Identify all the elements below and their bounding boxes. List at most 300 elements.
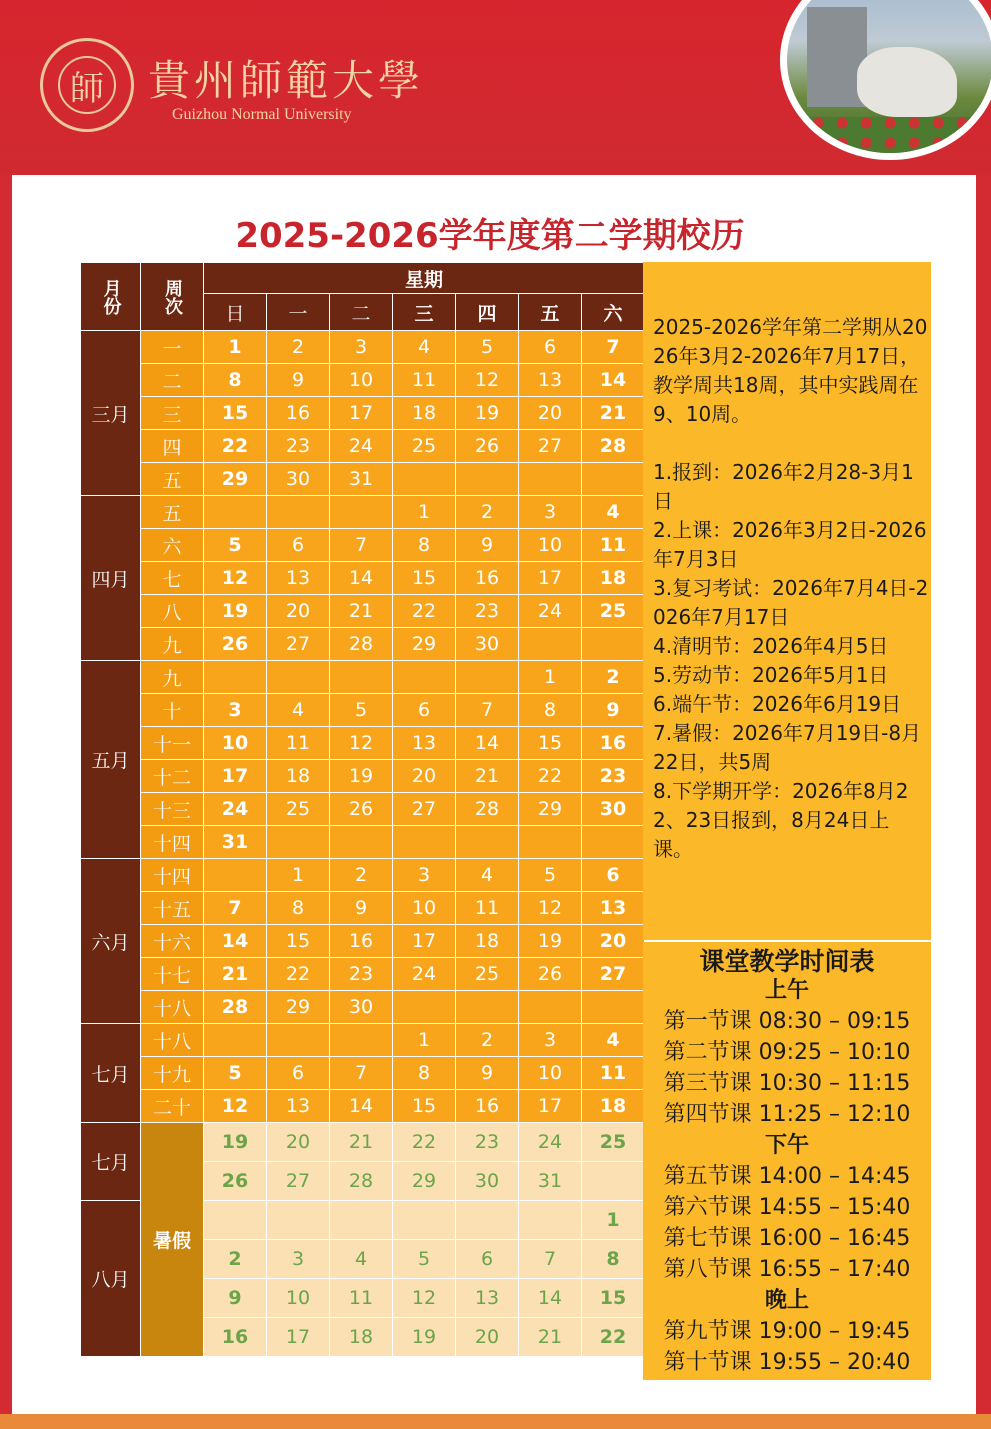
date-cell (519, 826, 582, 859)
schedule-period (643, 1161, 931, 1192)
semester-notes: 2025-2026学年第二学期从2026年3月2-2026年7月17日，教学周共18周，其中实践周在9、10周。 1.报到：2026年2月28-3月1日 2.上课：2026年3月2日-2026年7月3日 3.复习考试：2026年7月4日-2026年7月17日 4.清明节：2026年4月5日 5.劳动节：2026年5月1日 6.端午节：2026年6月19日 7.暑假：2026年7月19日-8月22日，共5周 8.下学期开学：2026年8月22、23日报到，8月24日上课。 (653, 315, 929, 861)
table-row (81, 892, 645, 925)
period-label: 第八节课 (663, 1257, 759, 1282)
date-cell: 19 (330, 760, 393, 793)
logo-char: 師 (70, 68, 104, 109)
date-cell: 11 (582, 1057, 645, 1090)
date-cell (582, 628, 645, 661)
schedule-period (643, 1254, 931, 1285)
table-row (81, 562, 645, 595)
date-cell (582, 826, 645, 859)
date-cell: 15 (393, 1090, 456, 1123)
date-cell: 2 (582, 661, 645, 694)
date-cell: 27 (393, 793, 456, 826)
weekday-group-header: 星期 (204, 263, 645, 294)
date-cell: 18 (456, 925, 519, 958)
date-cell: 9 (456, 1057, 519, 1090)
vacation-date-cell (267, 1201, 330, 1240)
vacation-date-cell (393, 1201, 456, 1240)
schedule-period (643, 1316, 931, 1347)
table-row (81, 364, 645, 397)
date-cell: 20 (582, 925, 645, 958)
date-cell: 11 (456, 892, 519, 925)
table-row (81, 1024, 645, 1057)
schedule-section-label: 下午 (764, 1133, 809, 1158)
period-label: 第四节课 (663, 1102, 759, 1127)
date-cell: 12 (204, 1090, 267, 1123)
period-time: 16:55 – 17:40 (758, 1257, 911, 1282)
date-cell: 6 (267, 529, 330, 562)
date-cell: 13 (519, 364, 582, 397)
date-cell: 14 (330, 1090, 393, 1123)
period-label: 第五节课 (663, 1164, 759, 1189)
date-cell (267, 826, 330, 859)
vacation-date-cell: 20 (267, 1123, 330, 1162)
date-cell: 22 (393, 595, 456, 628)
date-cell: 8 (267, 892, 330, 925)
weekday-header: 三 (393, 294, 456, 331)
date-cell: 12 (456, 364, 519, 397)
week-number: 十四 (141, 859, 204, 892)
date-cell (204, 496, 267, 529)
date-cell: 12 (330, 727, 393, 760)
date-cell: 30 (582, 793, 645, 826)
date-cell: 2 (330, 859, 393, 892)
date-cell: 4 (393, 331, 456, 364)
date-cell: 26 (204, 628, 267, 661)
vacation-date-cell: 18 (330, 1318, 393, 1357)
date-cell: 4 (582, 496, 645, 529)
date-cell (267, 496, 330, 529)
date-cell: 9 (330, 892, 393, 925)
week-number: 五 (141, 463, 204, 496)
week-number: 四 (141, 430, 204, 463)
date-cell: 20 (519, 397, 582, 430)
date-cell: 2 (456, 496, 519, 529)
week-number: 三 (141, 397, 204, 430)
vacation-date-cell: 25 (582, 1123, 645, 1162)
vacation-date-cell: 13 (456, 1279, 519, 1318)
vacation-row (81, 1123, 645, 1162)
vacation-date-cell: 21 (519, 1318, 582, 1357)
date-cell: 22 (267, 958, 330, 991)
page-title: 2025-2026学年度第二学期校历 (235, 216, 745, 256)
week-number: 十六 (141, 925, 204, 958)
date-cell: 4 (456, 859, 519, 892)
date-cell: 10 (519, 529, 582, 562)
period-label: 第三节课 (663, 1071, 759, 1096)
vacation-date-cell: 24 (519, 1123, 582, 1162)
table-row (81, 826, 645, 859)
period-time: 09:25 – 10:10 (758, 1040, 911, 1065)
date-cell: 13 (582, 892, 645, 925)
week-number: 二十 (141, 1090, 204, 1123)
calendar-table (80, 262, 645, 1357)
date-cell: 30 (267, 463, 330, 496)
date-cell: 26 (330, 793, 393, 826)
date-cell: 25 (267, 793, 330, 826)
vacation-date-cell: 11 (330, 1279, 393, 1318)
date-cell: 8 (393, 529, 456, 562)
weekday-header: 日 (204, 294, 267, 331)
university-name-en: Guizhou Normal University (172, 106, 352, 123)
table-row (81, 430, 645, 463)
vacation-date-cell: 3 (267, 1240, 330, 1279)
date-cell: 18 (267, 760, 330, 793)
date-cell: 3 (393, 859, 456, 892)
date-cell: 15 (267, 925, 330, 958)
date-cell: 7 (582, 331, 645, 364)
date-cell (267, 1024, 330, 1057)
date-cell: 30 (330, 991, 393, 1024)
date-cell: 16 (456, 1090, 519, 1123)
university-logo (40, 38, 134, 132)
date-cell: 24 (330, 430, 393, 463)
vacation-date-cell: 19 (204, 1123, 267, 1162)
date-cell: 23 (267, 430, 330, 463)
period-time: 16:00 – 16:45 (758, 1226, 911, 1251)
schedule-section-label: 上午 (764, 978, 809, 1003)
date-cell: 3 (330, 331, 393, 364)
period-time: 19:55 – 20:40 (758, 1350, 911, 1375)
date-cell: 13 (393, 727, 456, 760)
date-cell (456, 463, 519, 496)
schedule-title: 课堂教学时间表 (699, 947, 875, 976)
schedule-period (643, 1192, 931, 1223)
week-number: 五 (141, 496, 204, 529)
date-cell: 18 (582, 562, 645, 595)
table-row (81, 727, 645, 760)
period-time: 19:00 – 19:45 (758, 1319, 911, 1344)
vacation-date-cell: 22 (582, 1318, 645, 1357)
date-cell: 14 (204, 925, 267, 958)
date-cell: 17 (330, 397, 393, 430)
vacation-date-cell: 30 (456, 1162, 519, 1201)
vacation-date-cell: 14 (519, 1279, 582, 1318)
weekday-header: 一 (267, 294, 330, 331)
date-cell: 19 (519, 925, 582, 958)
schedule-period (643, 1099, 931, 1130)
date-cell: 28 (330, 628, 393, 661)
date-cell (456, 826, 519, 859)
date-cell: 3 (519, 1024, 582, 1057)
week-number: 八 (141, 595, 204, 628)
vacation-date-cell: 6 (456, 1240, 519, 1279)
date-cell (519, 463, 582, 496)
date-cell (204, 859, 267, 892)
weekday-header: 二 (330, 294, 393, 331)
date-cell: 22 (204, 430, 267, 463)
date-cell: 25 (456, 958, 519, 991)
date-cell (393, 661, 456, 694)
date-cell: 6 (519, 331, 582, 364)
date-cell: 22 (519, 760, 582, 793)
vacation-date-cell: 10 (267, 1279, 330, 1318)
date-cell: 27 (582, 958, 645, 991)
table-row (81, 628, 645, 661)
month-header: 月份 (81, 263, 141, 331)
table-row (81, 1057, 645, 1090)
vacation-date-cell: 22 (393, 1123, 456, 1162)
date-cell: 5 (456, 331, 519, 364)
month-label: 四月 (81, 496, 141, 661)
month-label: 六月 (81, 859, 141, 1024)
month-label: 五月 (81, 661, 141, 859)
week-number: 二 (141, 364, 204, 397)
date-cell: 14 (456, 727, 519, 760)
date-cell: 5 (204, 529, 267, 562)
date-cell: 11 (582, 529, 645, 562)
date-cell: 13 (267, 562, 330, 595)
vacation-date-cell: 29 (393, 1162, 456, 1201)
date-cell: 7 (330, 1057, 393, 1090)
date-cell: 24 (519, 595, 582, 628)
schedule-period (643, 1347, 931, 1378)
date-cell: 28 (582, 430, 645, 463)
date-cell: 1 (267, 859, 330, 892)
date-cell (204, 661, 267, 694)
university-name-cn: 貴州師範大學 (148, 56, 425, 105)
vacation-date-cell: 4 (330, 1240, 393, 1279)
date-cell: 28 (456, 793, 519, 826)
date-cell (393, 463, 456, 496)
week-number: 十二 (141, 760, 204, 793)
date-cell: 3 (519, 496, 582, 529)
date-cell: 8 (393, 1057, 456, 1090)
date-cell: 9 (582, 694, 645, 727)
date-cell: 1 (204, 331, 267, 364)
vacation-date-cell: 16 (204, 1318, 267, 1357)
footer-band (0, 1414, 991, 1429)
vacation-date-cell: 12 (393, 1279, 456, 1318)
schedule-period (643, 1037, 931, 1068)
date-cell: 31 (330, 463, 393, 496)
date-cell: 29 (267, 991, 330, 1024)
vacation-date-cell: 2 (204, 1240, 267, 1279)
table-row (81, 925, 645, 958)
date-cell: 24 (204, 793, 267, 826)
date-cell: 28 (204, 991, 267, 1024)
date-cell: 8 (519, 694, 582, 727)
date-cell: 25 (393, 430, 456, 463)
table-row (81, 496, 645, 529)
month-label: 七月 (81, 1024, 141, 1123)
period-time: 08:30 – 09:15 (758, 1009, 911, 1034)
date-cell: 13 (267, 1090, 330, 1123)
table-row (81, 331, 645, 364)
vacation-date-cell: 8 (582, 1240, 645, 1279)
date-cell: 4 (267, 694, 330, 727)
date-cell: 12 (204, 562, 267, 595)
date-cell: 15 (393, 562, 456, 595)
date-cell: 11 (267, 727, 330, 760)
date-cell: 23 (582, 760, 645, 793)
date-cell: 19 (456, 397, 519, 430)
vacation-date-cell: 5 (393, 1240, 456, 1279)
date-cell: 9 (267, 364, 330, 397)
date-cell: 26 (456, 430, 519, 463)
week-number: 十五 (141, 892, 204, 925)
weekday-header: 四 (456, 294, 519, 331)
date-cell: 1 (393, 1024, 456, 1057)
date-cell: 16 (456, 562, 519, 595)
date-cell: 1 (393, 496, 456, 529)
week-header: 周次 (141, 263, 204, 331)
date-cell: 29 (204, 463, 267, 496)
table-row (81, 793, 645, 826)
week-number: 十 (141, 694, 204, 727)
period-label: 第六节课 (663, 1195, 759, 1220)
date-cell: 15 (519, 727, 582, 760)
vacation-date-cell (519, 1201, 582, 1240)
schedule-period (643, 1006, 931, 1037)
table-row (81, 397, 645, 430)
date-cell: 1 (519, 661, 582, 694)
vacation-date-cell (330, 1201, 393, 1240)
date-cell: 3 (204, 694, 267, 727)
date-cell: 7 (204, 892, 267, 925)
date-cell: 2 (456, 1024, 519, 1057)
date-cell (519, 628, 582, 661)
date-cell (330, 826, 393, 859)
date-cell: 17 (519, 1090, 582, 1123)
period-label: 第七节课 (663, 1226, 759, 1251)
date-cell (456, 991, 519, 1024)
vacation-date-cell: 1 (582, 1201, 645, 1240)
date-cell: 5 (204, 1057, 267, 1090)
date-cell: 7 (330, 529, 393, 562)
date-cell (330, 661, 393, 694)
campus-photo (780, 0, 991, 160)
schedule-period (643, 1223, 931, 1254)
week-number: 七 (141, 562, 204, 595)
date-cell (204, 1024, 267, 1057)
date-cell: 20 (393, 760, 456, 793)
date-cell: 23 (330, 958, 393, 991)
date-cell: 31 (204, 826, 267, 859)
period-time: 14:55 – 15:40 (758, 1195, 911, 1220)
week-number: 十八 (141, 991, 204, 1024)
date-cell: 14 (330, 562, 393, 595)
month-label: 八月 (81, 1201, 141, 1357)
schedule-section-label: 晚上 (764, 1288, 809, 1313)
weekday-header: 六 (582, 294, 645, 331)
date-cell: 10 (519, 1057, 582, 1090)
date-cell (582, 991, 645, 1024)
period-label: 第一节课 (663, 1009, 759, 1034)
date-cell: 23 (456, 595, 519, 628)
week-number: 九 (141, 661, 204, 694)
date-cell (267, 661, 330, 694)
date-cell: 21 (456, 760, 519, 793)
date-cell: 24 (393, 958, 456, 991)
date-cell: 4 (582, 1024, 645, 1057)
date-cell: 5 (519, 859, 582, 892)
vacation-date-cell: 28 (330, 1162, 393, 1201)
schedule-period (643, 1068, 931, 1099)
table-row (81, 463, 645, 496)
month-label: 三月 (81, 331, 141, 496)
vacation-date-cell (456, 1201, 519, 1240)
date-cell: 17 (393, 925, 456, 958)
vacation-date-cell (582, 1162, 645, 1201)
date-cell: 9 (456, 529, 519, 562)
date-cell: 26 (519, 958, 582, 991)
date-cell: 17 (519, 562, 582, 595)
vacation-date-cell: 19 (393, 1318, 456, 1357)
date-cell: 18 (582, 1090, 645, 1123)
week-number: 十八 (141, 1024, 204, 1057)
date-cell: 15 (204, 397, 267, 430)
date-cell: 6 (582, 859, 645, 892)
period-label: 第二节课 (663, 1040, 759, 1065)
weekday-header: 五 (519, 294, 582, 331)
vacation-date-cell: 26 (204, 1162, 267, 1201)
period-label: 第九节课 (663, 1319, 759, 1344)
date-cell: 29 (393, 628, 456, 661)
period-label: 第十节课 (663, 1350, 759, 1375)
date-cell: 10 (330, 364, 393, 397)
table-row (81, 859, 645, 892)
date-cell: 21 (330, 595, 393, 628)
date-cell: 18 (393, 397, 456, 430)
week-number: 十一 (141, 727, 204, 760)
date-cell: 29 (519, 793, 582, 826)
date-cell: 8 (204, 364, 267, 397)
table-row (81, 1090, 645, 1123)
week-number: 一 (141, 331, 204, 364)
photo-rock (857, 47, 957, 117)
logo-seal (58, 56, 116, 114)
date-cell (330, 1024, 393, 1057)
date-cell (582, 463, 645, 496)
period-time: 11:25 – 12:10 (758, 1102, 911, 1127)
date-cell: 5 (330, 694, 393, 727)
date-cell: 21 (204, 958, 267, 991)
date-cell: 14 (582, 364, 645, 397)
date-cell (330, 496, 393, 529)
vacation-date-cell: 17 (267, 1318, 330, 1357)
period-time: 10:30 – 11:15 (758, 1071, 911, 1096)
vacation-label: 暑假 (141, 1123, 204, 1357)
date-cell: 25 (582, 595, 645, 628)
date-cell: 19 (204, 595, 267, 628)
vacation-date-cell: 21 (330, 1123, 393, 1162)
date-cell: 2 (267, 331, 330, 364)
vacation-date-cell: 31 (519, 1162, 582, 1201)
week-number: 六 (141, 529, 204, 562)
week-number: 九 (141, 628, 204, 661)
date-cell: 27 (519, 430, 582, 463)
vacation-date-cell: 27 (267, 1162, 330, 1201)
vacation-date-cell: 23 (456, 1123, 519, 1162)
date-cell: 27 (267, 628, 330, 661)
date-cell (393, 826, 456, 859)
date-cell: 7 (456, 694, 519, 727)
table-row (81, 595, 645, 628)
week-number: 十四 (141, 826, 204, 859)
date-cell: 30 (456, 628, 519, 661)
date-cell: 12 (519, 892, 582, 925)
date-cell: 16 (267, 397, 330, 430)
table-row (81, 694, 645, 727)
date-cell: 16 (582, 727, 645, 760)
vacation-date-cell: 9 (204, 1279, 267, 1318)
week-number: 十九 (141, 1057, 204, 1090)
date-cell: 10 (204, 727, 267, 760)
schedule-list (643, 975, 931, 1378)
vacation-date-cell: 15 (582, 1279, 645, 1318)
